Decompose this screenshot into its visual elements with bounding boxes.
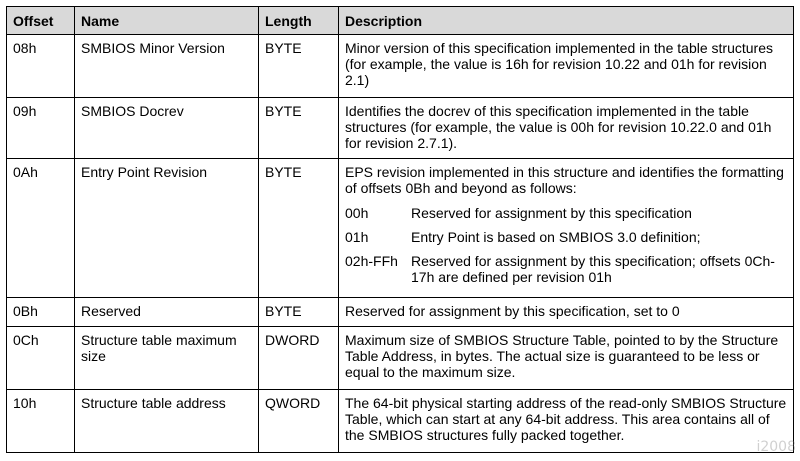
header-name: Name [75,7,259,35]
enum-text: Reserved for assignment by this specification; offsets 0Ch-17h are defined per revision 01h [411,253,775,285]
cell-length: BYTE [259,159,339,298]
cell-description: The 64-bit physical starting address of the read-only SMBIOS Structure Table, which can start at any 64-bit address. This area contains all of the SMBIOS structures fully packed together. [339,390,794,453]
table-row [7,98,794,159]
table-row [7,327,794,390]
cell-length: BYTE [259,35,339,98]
cell-name: Structure table address [75,390,259,453]
enum-value-row [345,253,787,285]
cell-name: Structure table maximum size [75,327,259,390]
header-offset: Offset [7,7,75,35]
cell-length: BYTE [259,298,339,327]
cell-description: Maximum size of SMBIOS Structure Table, pointed to by the Structure Table Address, in bytes. The actual size is guaranteed to be less or equal to the maximum size. [339,327,794,390]
enum-code: 02h-FFh [345,253,398,269]
table-row [7,298,794,327]
cell-offset: 08h [7,35,75,98]
header-length: Length [259,7,339,35]
enum-value-row [345,205,787,221]
cell-description [339,159,794,298]
cell-description: Minor version of this specification implemented in the table structures (for example, the value is 16h for revision 10.22 and 01h for revision 2.1) [339,35,794,98]
table-header-row [7,7,794,35]
cell-offset: 0Ah [7,159,75,298]
description-text: EPS revision implemented in this structure and identifies the formatting of offsets 0Bh and beyond as follows: [345,164,784,196]
table-row [7,159,794,298]
cell-name: Reserved [75,298,259,327]
enum-text: Reserved for assignment by this specification [411,205,692,221]
cell-description: Reserved for assignment by this specification, set to 0 [339,298,794,327]
cell-offset: 10h [7,390,75,453]
cell-length: DWORD [259,327,339,390]
cell-description: Identifies the docrev of this specification implemented in the table structures (for example, the value is 00h for revision 10.22.0 and 01h for revision 2.7.1). [339,98,794,159]
cell-name: SMBIOS Minor Version [75,35,259,98]
cell-offset: 0Ch [7,327,75,390]
table-row [7,390,794,453]
smbios-entry-point-table [6,6,794,453]
table-row [7,35,794,98]
cell-name: Entry Point Revision [75,159,259,298]
cell-offset: 0Bh [7,298,75,327]
enum-value-row [345,229,787,245]
watermark: i2008 [756,439,796,455]
enum-code: 01h [345,229,369,245]
enum-code: 00h [345,205,369,221]
enum-text: Entry Point is based on SMBIOS 3.0 definition; [411,229,701,245]
cell-offset: 09h [7,98,75,159]
cell-length: BYTE [259,98,339,159]
cell-length: QWORD [259,390,339,453]
header-description: Description [339,7,794,35]
cell-name: SMBIOS Docrev [75,98,259,159]
